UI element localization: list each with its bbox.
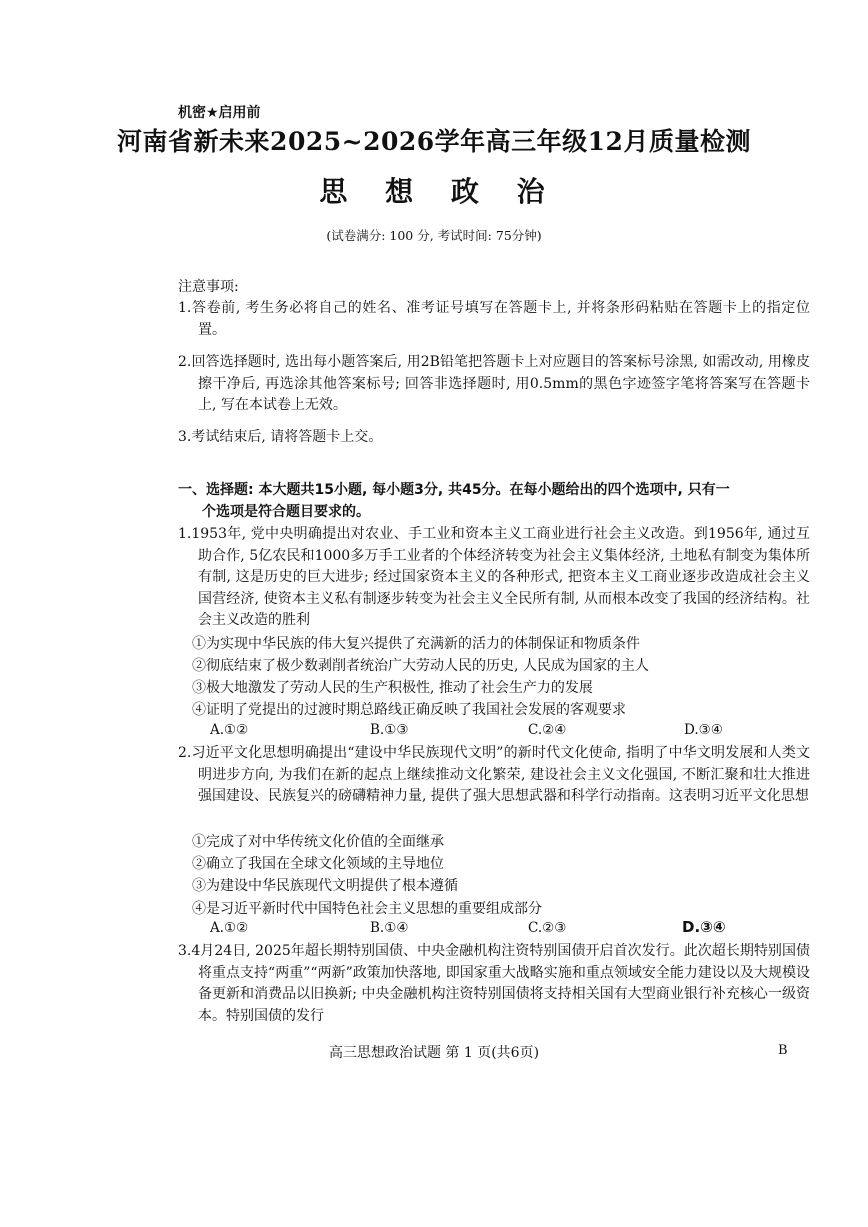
choice-a[interactable]: A.①②: [210, 920, 249, 936]
choice-c[interactable]: C.②④: [528, 722, 567, 738]
section-heading: [178, 479, 790, 523]
notice-item: 1.答卷前, 考生务必将自己的姓名、准考证号填写在答题卡上, 并将条形码粘贴在答题卡上的指定位置。: [178, 300, 810, 338]
exam-title: 河南省新未来2025~2026学年高三年级12月质量检测: [117, 127, 751, 156]
subject-title: 思 想 政 治: [319, 175, 559, 208]
paper-version: B: [778, 1043, 788, 1058]
notice-item: 3.考试结束后, 请将答题卡上交。: [178, 429, 383, 445]
exam-info: (试卷满分: 100 分, 考试时间: 75分钟): [326, 228, 542, 243]
question-1-option: ④证明了党提出的过渡时期总路线正确反映了我国社会发展的客观要求: [192, 702, 626, 718]
confidential-label: 机密★启用前: [178, 105, 261, 121]
choice-d[interactable]: D.③④: [684, 722, 723, 738]
question-2-choices: [210, 920, 770, 940]
section-heading-line1: 一、选择题: 本大题共15小题, 每小题3分, 共45分。在每小题给出的四个选项中, 只有一: [178, 482, 730, 498]
question-1-option: ②彻底结束了极少数剥削者统治广大劳动人民的历史, 人民成为国家的主人: [192, 658, 649, 674]
question-2-option: ①完成了对中华传统文化价值的全面继承: [192, 834, 444, 850]
choice-d[interactable]: D.③④: [682, 918, 726, 936]
section-heading-line2: 个选项是符合题目要求的。: [202, 504, 370, 520]
choice-b[interactable]: B.①④: [370, 920, 409, 936]
question-1-choices: [210, 722, 770, 742]
choice-a[interactable]: A.①②: [210, 722, 249, 738]
question-1-option: ③极大地激发了劳动人民的生产积极性, 推动了社会生产力的发展: [192, 680, 593, 696]
notice-item: 2.回答选择题时, 选出每小题答案后, 用2B铅笔把答题卡上对应题目的答案标号涂黑, 如需改动, 用橡皮擦干净后, 再选涂其他答案标号; 回答非选择题时, 用0.5mm的黑色字迹签字笔将答案写在答题卡上, 写在本试卷上无效。: [178, 354, 810, 413]
question-2-option: ③为建设中华民族现代文明提供了根本遵循: [192, 878, 458, 894]
question-2-option: ④是习近平新时代中国特色社会主义思想的重要组成部分: [192, 901, 542, 917]
question-2-option: ②确立了我国在全球文化领域的主导地位: [192, 856, 444, 872]
question-2-stem: 2.习近平文化思想明确提出“建设中华民族现代文明”的新时代文化使命, 指明了中华文明发展和人类文明进步方向, 为我们在新的起点上继续推动文化繁荣, 建设社会主义文化强国, 不断汇聚和壮大推进强国建设、民族复兴的磅礴精神力量, 提供了强大思想武器和科学行动指南。这表明习近平文化思想: [178, 745, 810, 804]
question-1-option: ①为实现中华民族的伟大复兴提供了充满新的活力的体制保证和物质条件: [192, 636, 640, 652]
question-1-stem: 1.1953年, 党中央明确提出对农业、手工业和资本主义工商业进行社会主义改造。到1956年, 通过互助合作, 5亿农民和1000多万手工业者的个体经济转变为社会主义集体经济, 土地私有制变为集体所有制, 这是历史的巨大进步; 经过国家资本主义的各种形式, 把资本主义工商业逐步改造成社会主义国营经济, 使资本主义私有制逐步转变为社会主义全民所有制, 从而根本改变了我国的经济结构。社会主义改造的胜利: [178, 526, 810, 628]
choice-c[interactable]: C.②③: [528, 920, 567, 936]
choice-b[interactable]: B.①③: [370, 722, 409, 738]
notice-title: 注意事项:: [178, 279, 239, 295]
question-3-stem: 3.4月24日, 2025年超长期特别国债、中央金融机构注资特别国债开启首次发行。此次超长期特别国债将重点支持“两重”“两新”政策加快落地, 即国家重大战略实施和重点领域安全能力建设以及大规模设备更新和消费品以旧换新; 中央金融机构注资特别国债将支持相关国有大型商业银行补充核心一级资本。特别国债的发行: [178, 943, 810, 1024]
page-footer: 高三思想政治试题 第 1 页(共6页): [328, 1045, 540, 1061]
